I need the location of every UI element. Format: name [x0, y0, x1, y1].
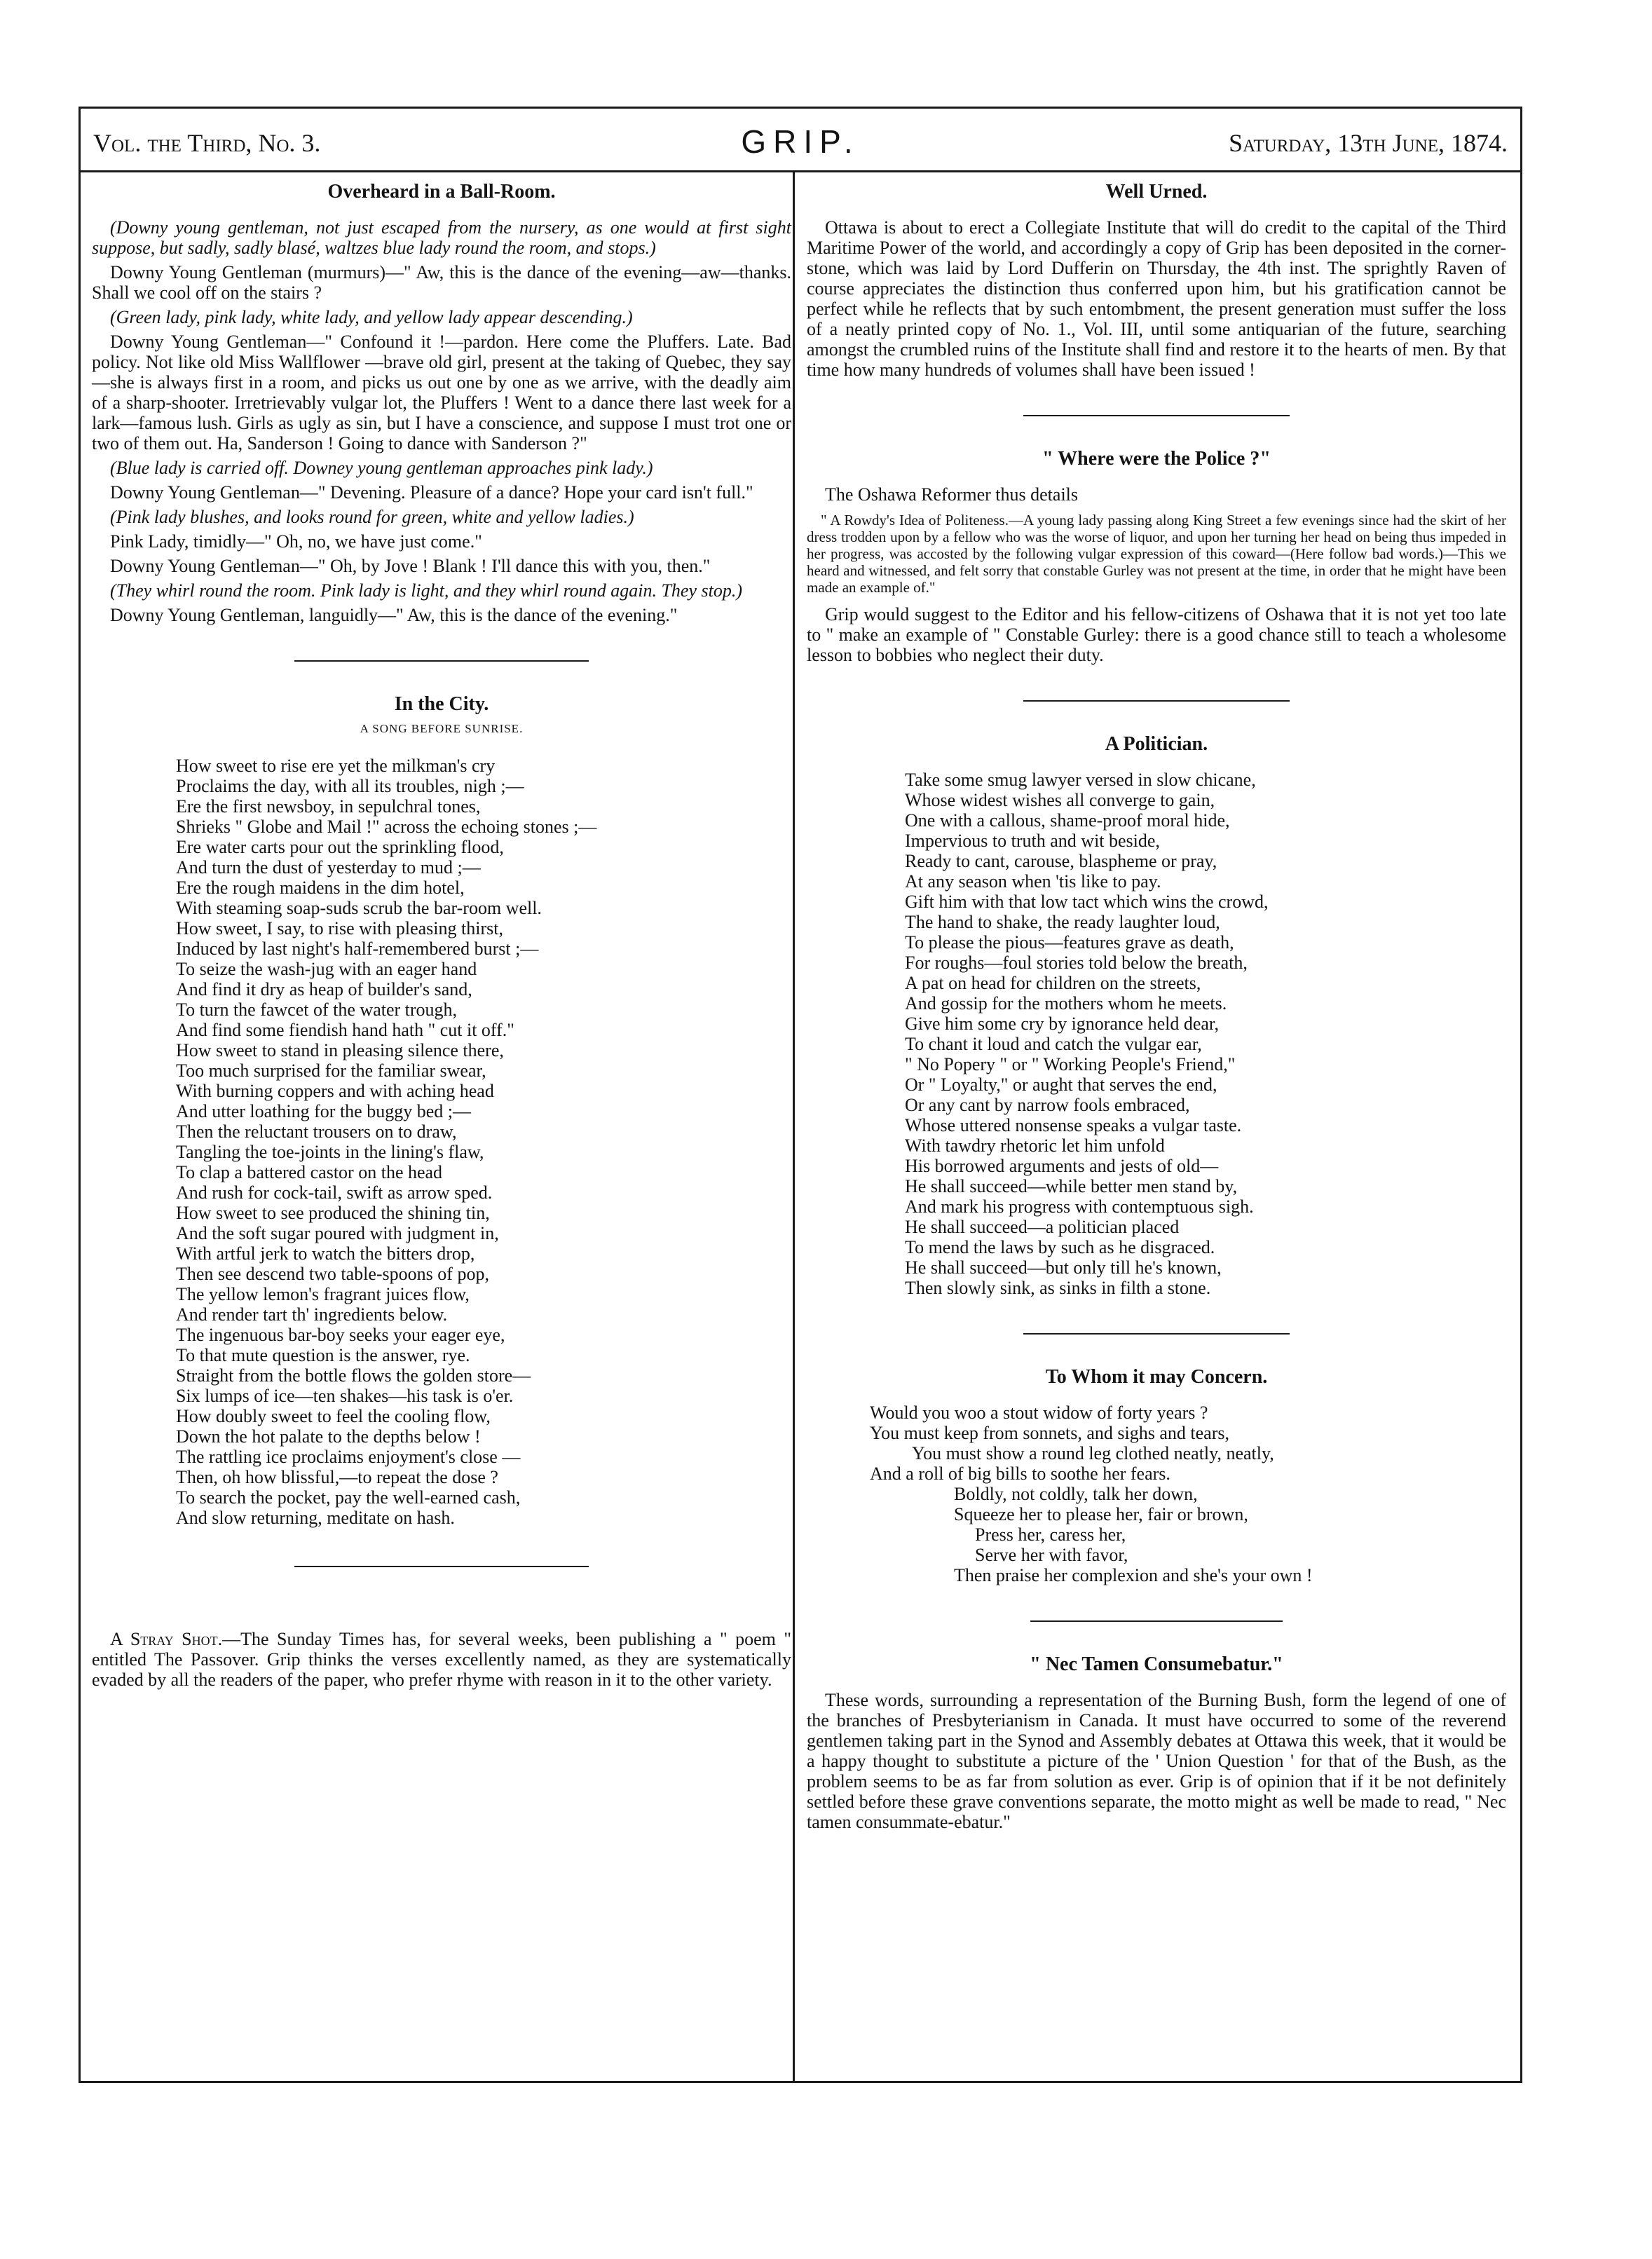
poem-line: With artful jerk to watch the bitters drop, [176, 1243, 475, 1264]
poem-line: With tawdry rhetoric let him unfold [905, 1135, 1165, 1156]
poem-line: And a roll of big bills to soothe her fears. [870, 1463, 1170, 1484]
poem-line: Six lumps of ice—ten shakes—his task is o'er. [176, 1386, 514, 1406]
paragraph: (Green lady, pink lady, white lady, and yellow lady appear descending.) [110, 307, 633, 327]
poem-line: One with a callous, shame-proof moral hide, [905, 810, 1230, 831]
poem-line: Ere the rough maidens in the dim hotel, [176, 878, 465, 898]
article-title: Overheard in a Ball-Room. [327, 181, 556, 203]
paragraph: Pink Lady, timidly—" Oh, no, we have just come." [110, 531, 482, 552]
poem-line: Ready to cant, carouse, blaspheme or pray, [905, 851, 1217, 871]
paragraph: The Oshawa Reformer thus details [825, 484, 1079, 505]
paragraph: Downy Young Gentleman—" Oh, by Jove ! Blank ! I'll dance this with you, then." [110, 556, 711, 576]
paragraph: Downy Young Gentleman, languidly—" Aw, this is the dance of the evening." [110, 605, 678, 625]
poem-line: Squeeze her to please her, fair or brown, [954, 1504, 1248, 1524]
poem-line: To mend the laws by such as he disgraced. [905, 1237, 1215, 1257]
paragraph: (Pink lady blushes, and looks round for green, white and yellow ladies.) [110, 507, 634, 527]
poem-line: Gift him with that low tact which wins the crowd, [905, 892, 1269, 912]
section-rule [294, 660, 589, 662]
paragraph: (Downy young gentleman, not just escaped from the nursery, as one would at first sight suppose, but sadly, sadly blasé, waltzes blue lady round the room, and stops.) [92, 217, 791, 258]
article-well-urned [807, 182, 1506, 380]
left-column [92, 182, 791, 1694]
article-title: In the City. [394, 693, 489, 715]
article-title: A Politician. [1105, 733, 1208, 755]
paper-title: GRIP. [741, 123, 860, 160]
poem-line: How sweet to see produced the shining tin, [176, 1203, 490, 1223]
poem [176, 756, 791, 1528]
volume-number: Vol. the Third, No. 3. [93, 129, 321, 157]
article-subtitle: A SONG BEFORE SUNRISE. [360, 722, 524, 735]
article-stray-shot [92, 1629, 791, 1690]
poem-line: With steaming soap-suds scrub the bar-room well. [176, 898, 542, 918]
paragraph: (They whirl round the room. Pink lady is light, and they whirl round again. They stop.) [110, 580, 743, 601]
section-rule [1023, 415, 1290, 416]
poem-line: The hand to shake, the ready laughter loud, [905, 912, 1220, 932]
poem-line: And mark his progress with contemptuous sigh. [905, 1196, 1254, 1217]
poem-line: And utter loathing for the buggy bed ;— [176, 1101, 471, 1121]
poem-line: How doubly sweet to feel the cooling flow, [176, 1406, 491, 1426]
poem-line: To that mute question is the answer, rye. [176, 1345, 470, 1365]
section-rule [1023, 700, 1290, 702]
poem-line: The yellow lemon's fragrant juices flow, [176, 1284, 470, 1304]
section-rule [294, 1566, 589, 1567]
poem-line: With burning coppers and with aching head [176, 1081, 494, 1101]
poem-line: And turn the dust of yesterday to mud ;— [176, 857, 481, 878]
poem-line: Whose widest wishes all converge to gain, [905, 790, 1215, 810]
poem-line: Whose uttered nonsense speaks a vulgar taste. [905, 1115, 1242, 1135]
poem-line: He shall succeed—a politician placed [905, 1217, 1180, 1237]
paragraph: Downy Young Gentleman—" Confound it !—pardon. Here come the Pluffers. Late. Bad policy. Not like old Miss Wallflower —brave old girl, present at the taking of Quebec, they say—she is always first in a room, and picks us out one by one as we arrive, with the deadly aim of a sharp-shooter. Irretrievably vulgar lot, the Pluffers ! Went to a dance there last week for a lark—famous lush. Girls as ugly as sin, but I have a conscience, and suppose I must trot one or two of them out. Ha, Sanderson ! Going to dance with Sanderson ?" [92, 332, 791, 453]
article-title: " Where were the Police ?" [1042, 448, 1271, 470]
poem-line: Shrieks " Globe and Mail !" across the echoing stones ;— [176, 817, 597, 837]
poem-line: For roughs—foul stories told below the breath, [905, 953, 1248, 973]
paragraph: Downy Young Gentleman—" Devening. Pleasure of a dance? Hope your card isn't full." [110, 482, 753, 503]
article-title: To Whom it may Concern. [1045, 1366, 1268, 1388]
poem-line: He shall succeed—but only till he's known, [905, 1257, 1222, 1278]
poem-line: Take some smug lawyer versed in slow chicane, [905, 770, 1256, 790]
article-to-whom-it-may-concern [807, 1367, 1506, 1585]
poem-line: Proclaims the day, with all its troubles, nigh ;— [176, 776, 524, 796]
poem-line: To search the pocket, pay the well-earned cash, [176, 1487, 521, 1508]
poem-line: Press her, caress her, [975, 1524, 1126, 1545]
poem-line: To chant it loud and catch the vulgar ear, [905, 1034, 1202, 1054]
poem-line: And gossip for the mothers whom he meets. [905, 993, 1227, 1014]
poem-line: Serve her with favor, [975, 1545, 1128, 1565]
stray-shot-lead: A Stray Shot.— [110, 1629, 241, 1649]
poem-line: To clap a battered castor on the head [176, 1162, 443, 1182]
poem-line: To turn the fawcet of the water trough, [176, 999, 458, 1020]
poem-line: Ere water carts pour out the sprinkling flood, [176, 837, 504, 857]
masthead [81, 109, 1520, 172]
quoted-report: " A Rowdy's Idea of Politeness.—A young lady passing along King Street a few evenings since had the skirt of her dress trodden upon by a fellow who was the worse of liquor, and upon her turning her head on being thus impeded in her progress, was accosted by the following vulgar expression of this coward—(Here follow bad words.)—This we heard and witnessed, and felt sorry that constable Gurley was not present at the time, in order that he might have been made an example of." [807, 512, 1506, 596]
paragraph: These words, surrounding a representation of the Burning Bush, form the legend of one of the branches of Presbyterianism in Canada. It must have occurred to some of the reverend gentlemen taking part in the Synod and Assembly debates at Ottawa this week, that it would be a happy thought to substitute a picture of the ' Union Question ' for that of the Bush, as the problem seems to be as far from solution as ever. Grip is of opinion that if it be not definitely settled before these grave conventions separate, the motto might as well be made to read, " Nec tamen consummate-ebatur." [807, 1690, 1506, 1832]
poem-line: Then, oh how blissful,—to repeat the dose ? [176, 1467, 498, 1487]
poem-line: Ere the first newsboy, in sepulchral tones, [176, 796, 481, 817]
poem-line: His borrowed arguments and jests of old— [905, 1156, 1219, 1176]
poem-line: How sweet to stand in pleasing silence there, [176, 1040, 504, 1060]
poem-line: And rush for cock-tail, swift as arrow sped. [176, 1182, 493, 1203]
article-in-the-city [92, 694, 791, 1528]
paragraph: Grip would suggest to the Editor and his fellow-citizens of Oshawa that it is not yet too late to " make an example of " Constable Gurley: there is a good chance still to teach a wholesome lesson to bobbies who neglect their duty. [807, 604, 1506, 665]
poem-line: Would you woo a stout widow of forty years ? [870, 1403, 1208, 1423]
poem [870, 1403, 1506, 1585]
poem-line: And slow returning, meditate on hash. [176, 1508, 455, 1528]
poem-line: Boldly, not coldly, talk her down, [954, 1484, 1198, 1504]
article-nec-tamen [807, 1654, 1506, 1832]
section-rule [1030, 1620, 1283, 1622]
poem-line: How sweet, I say, to rise with pleasing thirst, [176, 918, 503, 939]
issue-date: Saturday, 13th June, 1874. [1229, 129, 1508, 157]
poem-line: Or " Loyalty," or aught that serves the end, [905, 1074, 1217, 1095]
poem-line: Impervious to truth and wit beside, [905, 831, 1160, 851]
article-ballroom [92, 182, 791, 625]
poem-line: You must show a round leg clothed neatly, neatly, [912, 1443, 1274, 1463]
poem-line: He shall succeed—while better men stand by, [905, 1176, 1238, 1196]
poem-line: The ingenuous bar-boy seeks your eager eye, [176, 1325, 505, 1345]
right-column [807, 182, 1506, 1836]
poem-line: And the soft sugar poured with judgment in, [176, 1223, 499, 1243]
poem-line: Too much surprised for the familiar swear, [176, 1060, 486, 1081]
poem-line: How sweet to rise ere yet the milkman's cry [176, 756, 496, 776]
paragraph: (Blue lady is carried off. Downey young gentleman approaches pink lady.) [110, 458, 653, 478]
column-divider [793, 170, 795, 2083]
newspaper-page [78, 107, 1522, 2083]
paragraph: Ottawa is about to erect a Collegiate Institute that will do credit to the capital of the Third Maritime Power of the world, and accordingly a copy of Grip has been deposited in the corner-stone, which was laid by Lord Dufferin on Thursday, the 4th inst. The sprightly Raven of course appreciates the distinction thus conferred upon him, but his gratification cannot be perfect while he reflects that by such entombment, the present generation must suffer the loss of a neatly printed copy of No. 1., Vol. III, until some antiquarian of the future, searching amongst the crumbled ruins of the Institute shall find and restore it to the hearts of men. By that time how many hundreds of volumes shall have been issued ! [807, 217, 1506, 380]
article-title: " Nec Tamen Consumebatur." [1030, 1653, 1283, 1675]
poem [905, 770, 1506, 1298]
article-politician [807, 734, 1506, 1298]
poem-line: Tangling the toe-joints in the lining's flaw, [176, 1142, 484, 1162]
poem-line: To please the pious—features grave as death, [905, 932, 1234, 953]
poem-line: Or any cant by narrow fools embraced, [905, 1095, 1190, 1115]
poem-line: Then the reluctant trousers on to draw, [176, 1121, 457, 1142]
poem-line: The rattling ice proclaims enjoyment's close — [176, 1447, 521, 1467]
poem-line: Then slowly sink, as sinks in filth a stone. [905, 1278, 1211, 1298]
poem-line: And find it dry as heap of builder's sand, [176, 979, 472, 999]
poem-line: You must keep from sonnets, and sighs and tears, [870, 1423, 1229, 1443]
poem-line: Then praise her complexion and she's your own ! [954, 1565, 1313, 1585]
poem-line: Then see descend two table-spoons of pop, [176, 1264, 489, 1284]
paragraph [92, 1629, 791, 1690]
stray-shot-text: The Sunday Times has, for several weeks, been publishing a " poem " entitled The Passover. Grip thinks the verses excellently named, as they are systematically evaded by all the readers of the paper, who prefer rhyme with reason in it to the other variety. [92, 1629, 791, 1690]
section-rule [1023, 1333, 1290, 1335]
article-police [807, 449, 1506, 665]
poem-line: At any season when 'tis like to pay. [905, 871, 1161, 892]
poem-line: A pat on head for children on the streets, [905, 973, 1201, 993]
article-title: Well Urned. [1105, 181, 1208, 203]
poem-line: Induced by last night's half-remembered burst ;— [176, 939, 539, 959]
poem-line: To seize the wash-jug with an eager hand [176, 959, 477, 979]
poem-line: Down the hot palate to the depths below ! [176, 1426, 481, 1447]
poem-line: " No Popery " or " Working People's Friend," [905, 1054, 1236, 1074]
poem-line: And find some fiendish hand hath " cut it off." [176, 1020, 514, 1040]
paragraph: Downy Young Gentleman (murmurs)—" Aw, this is the dance of the evening—aw—thanks. Shall we cool off on the stairs ? [92, 262, 791, 303]
poem-line: Straight from the bottle flows the golden store— [176, 1365, 531, 1386]
poem-line: Give him some cry by ignorance held dear, [905, 1014, 1220, 1034]
poem-line: And render tart th' ingredients below. [176, 1304, 448, 1325]
